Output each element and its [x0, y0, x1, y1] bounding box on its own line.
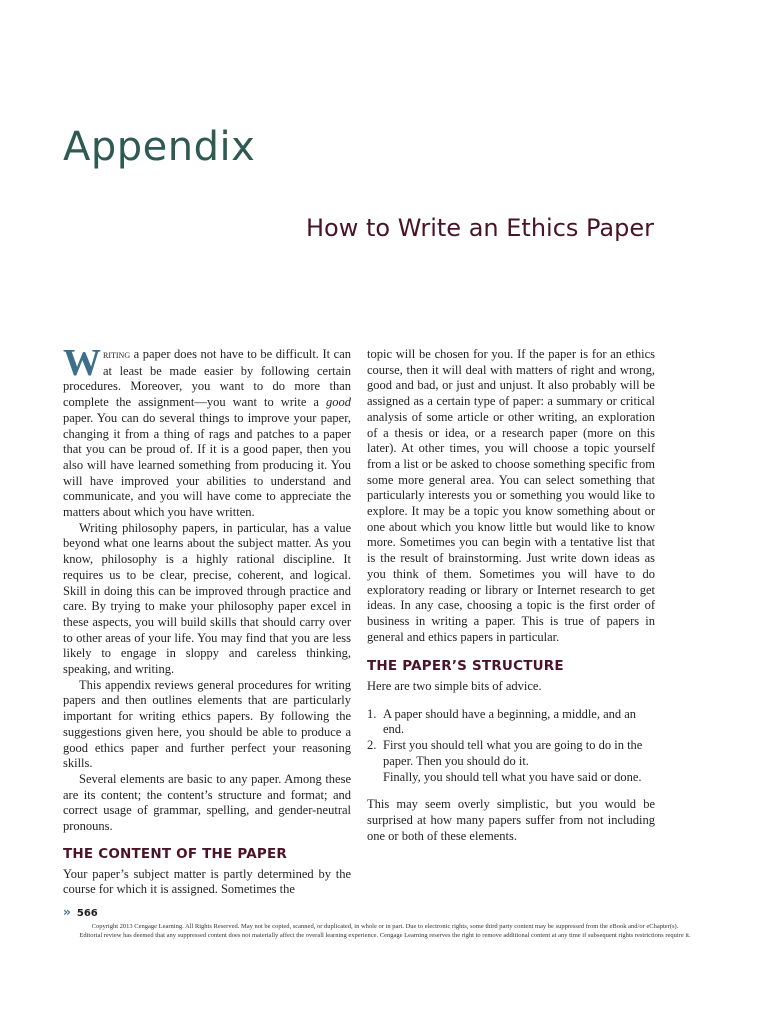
list-item — [367, 707, 655, 738]
page-title: Appendix — [63, 124, 256, 170]
intro-text-end: paper. You can do several things to improve your paper, changing it from a thing of rags and patches to a paper that you can be proud of. If it is a good paper, then you also will have learned something from producing it. You will have improved your abilities to understand and communicate, and you will have come to appreciate the matters about which you have written. — [63, 410, 351, 520]
intro-emphasis: good — [326, 395, 351, 410]
intro-text: a paper does not have to be difficult. It can at least be made easier by following certain procedures. Moreover, you want to do more than complete the assignment—you want to write a — [63, 347, 351, 410]
intro-smallcaps: riting — [103, 349, 131, 361]
copyright-line-1: Copyright 2013 Cengage Learning. All Rights Reserved. May not be copied, scanned, or duplicated, in whole or in part. Due to electronic rights, some third party content may be suppressed from the eBook and/or eChapter(s). — [91, 923, 679, 930]
list-item-text: A paper should have a beginning, a middle, and an end. — [383, 706, 637, 737]
left-column — [63, 342, 351, 898]
list-item — [367, 738, 655, 785]
paragraph-appendix: This appendix reviews general procedures for writing papers and then outlines elements that are particularly important for writing ethics papers. By following the suggestions given here, you should be able to produce a good ethics paper and further perfect your reasoning skills. — [63, 677, 351, 771]
paragraph-philosophy: Writing philosophy papers, in particular, has a value beyond what one learns about the subject matter. As you know, philosophy is a highly rational discipline. It requires us to be clear, precise, coherent, and logical. Skill in doing this can be improved through practice and care. By trying to make your philosophy paper excel in these aspects, you will build skills that should carry over to other areas of your life. You may find that you are less likely to engage in sloppy and careless thinking, speaking, and writing. — [63, 520, 351, 677]
copyright-footer — [40, 922, 730, 940]
list-item-text: First you should tell what you are going to do in the paper. Then you should do it. — [383, 738, 643, 768]
paragraph-advice-intro: Here are two simple bits of advice. — [367, 679, 542, 694]
paragraph-content: Your paper’s subject matter is partly determined by the course for which it is assigned. Sometimes the — [63, 866, 351, 897]
section-heading-structure: THE PAPER’S STRUCTURE — [367, 658, 564, 675]
list-item-text-continued: Finally, you should tell what you have said or done. — [383, 769, 642, 784]
paragraph-intro — [63, 342, 351, 521]
page-number-value: 566 — [76, 908, 98, 919]
drop-cap: W — [63, 342, 101, 384]
advice-list — [367, 707, 655, 786]
paragraph-topic: topic will be chosen for you. If the paper is for an ethics course, then it will deal with matters of right and wrong, good and bad, or just and unjust. It also probably will be assigned as a certain type of paper: a summary or critical analysis of some article or other writing, an exploration of a thesis or idea, or a research paper (more on this later). At other times, you will choose a topic yourself from a list or be asked to choose something specific from some more general area. You can select something that particularly interests you or something you would like to explore. It may be a topic you know something about or one about which you know little but would like to know more. Sometimes you can begin with a tentative list that is the result of brainstorming. Just write down ideas as you think of them. Sometimes you will have to do exploratory reading or library or Internet research to get ideas. In any case, choosing a topic is the first order of business in writing a paper. This is true of papers in general and ethics papers in particular. — [367, 347, 655, 644]
page-subtitle: How to Write an Ethics Paper — [306, 214, 654, 242]
list-number: 1. — [367, 706, 377, 721]
right-column — [367, 347, 655, 844]
copyright-line-2: Editorial review has deemed that any suppressed content does not materially affect the overall learning experience. Cengage Learning reserves the right to remove additional content at any time if subsequent rights restrictions require it. — [79, 932, 691, 939]
paragraph-elements: Several elements are basic to any paper. Among these are its content; the content’s structure and format; and correct usage of grammar, spelling, and gender-neutral pronouns. — [63, 771, 351, 834]
paragraph-simplistic: This may seem overly simplistic, but you would be surprised at how many papers suffer from not including one or both of these elements. — [367, 797, 655, 843]
list-number: 2. — [367, 738, 377, 753]
page-number — [63, 905, 98, 919]
chevron-right-icon: ›› — [63, 905, 69, 919]
section-heading-content: THE CONTENT OF THE PAPER — [63, 845, 287, 862]
